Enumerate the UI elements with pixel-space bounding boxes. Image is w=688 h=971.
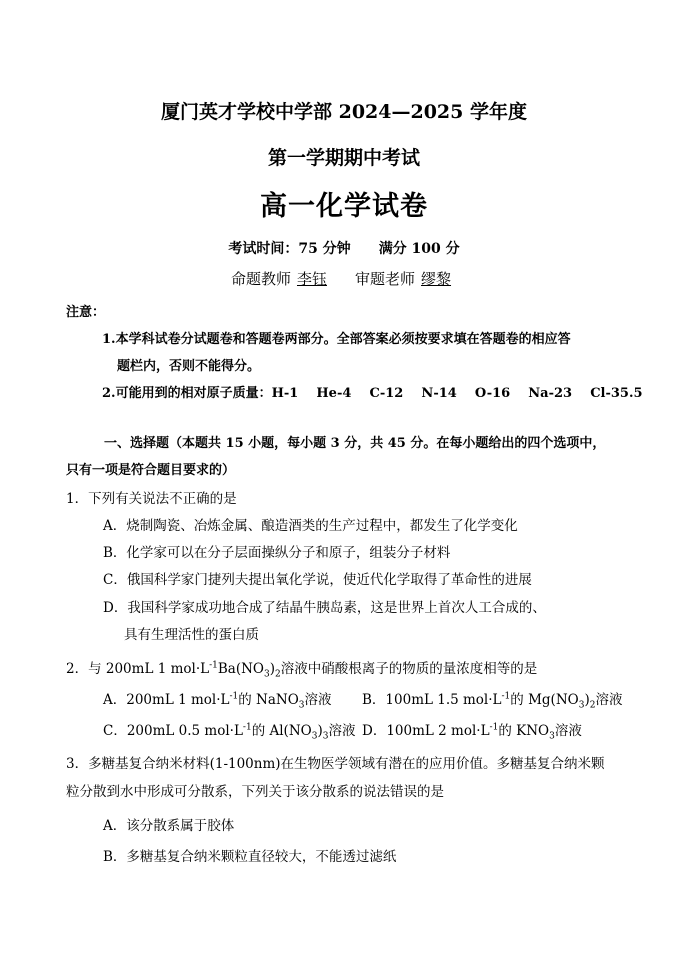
paper-title: 高一化学试卷	[260, 191, 428, 222]
exam-info	[0, 238, 688, 258]
notice-item-2: 2.可能用到的相对原子质量：H-1 He-4 C-12 N-14 O-16 Na-23 Cl-35.5	[102, 386, 643, 401]
option-text: 溶液	[595, 692, 623, 708]
reviewer-label: 审题老师	[355, 270, 416, 288]
notice-title: 注意：	[66, 305, 106, 320]
setter-name: 李钰	[296, 270, 327, 288]
section-heading-cont: 只有一项是符合题目要求的）	[66, 463, 236, 478]
superscript: -1	[209, 660, 218, 671]
option-text: 溶液	[554, 723, 582, 739]
option-text: 的 KNO	[498, 723, 550, 739]
full-score: 满分 100 分	[378, 241, 460, 257]
question-1-stem: 1．下列有关说法不正确的是	[66, 491, 237, 507]
option-text: 的 Al(NO	[251, 723, 312, 739]
question-3-stem-cont: 粒分散到水中形成可分散系，下列关于该分散系的说法错误的是	[66, 784, 444, 800]
notice-item-1-cont: 题栏内，否则不能得分。	[117, 359, 261, 374]
exam-term-title: 第一学期期中考试	[267, 147, 420, 169]
stem-text: 2．与 200mL 1 mol·L	[66, 661, 210, 677]
subscript: 3	[322, 731, 329, 742]
question-2-option-a	[103, 688, 332, 711]
option-text: 的 Mg(NO	[510, 692, 579, 708]
subscript: 3	[298, 700, 305, 711]
subscript: 3	[311, 731, 318, 742]
subscript: 3	[549, 731, 555, 742]
question-2-option-b	[362, 688, 623, 711]
superscript: -1	[229, 691, 239, 702]
option-text: D．100mL 2 mol·L	[362, 723, 490, 739]
option-text: 溶液	[328, 723, 356, 739]
option-text: )	[584, 692, 590, 708]
subscript: 3	[578, 700, 585, 711]
reviewer-name: 缪黎	[421, 270, 452, 288]
exam-time: 考试时间：75 分钟	[228, 241, 351, 257]
option-text: C．200mL 0.5 mol·L	[103, 723, 243, 739]
option-text: 溶液	[304, 692, 332, 708]
option-text: B．100mL 1.5 mol·L	[362, 692, 502, 708]
formula: Ba(NO	[217, 661, 264, 677]
question-1-option-d-cont: 具有生理活性的蛋白质	[124, 627, 259, 643]
question-2-option-c	[103, 719, 356, 742]
formula: )	[269, 661, 276, 677]
question-1-option-c: C．俄国科学家门捷列夫提出氧化学说，使近代化学取得了革命性的进展	[103, 572, 532, 588]
subscript: 2	[275, 669, 281, 680]
option-text: )	[317, 723, 323, 739]
question-3-option-a: A．该分散系属于胶体	[103, 818, 235, 834]
stem-text: 溶液中硝酸根离子的物质的量浓度相等的是	[280, 661, 538, 677]
teacher-info	[0, 268, 688, 289]
school-year-title: 厦门英才学校中学部 2024—2025 学年度	[161, 101, 527, 123]
question-3-option-b: B．多糖基复合纳米颗粒直径较大，不能透过滤纸	[103, 849, 397, 865]
subscript: 3	[264, 669, 270, 680]
superscript: -1	[242, 722, 252, 733]
question-1-option-b: B．化学家可以在分子层面操纵分子和原子，组装分子材料	[103, 545, 451, 561]
option-text: A．200mL 1 mol·L	[103, 692, 230, 708]
setter-label: 命题教师	[230, 270, 291, 288]
question-3-stem: 3．多糖基复合纳米材料(1-100nm)在生物医学领域有潜在的应用价值。多糖基复合纳米颗	[66, 756, 605, 772]
question-1-option-d: D．我国科学家成功地合成了结晶牛胰岛素，这是世界上首次人工合成的、	[103, 600, 546, 616]
superscript: -1	[501, 691, 511, 702]
question-2-option-d	[362, 719, 582, 742]
option-text: 的 NaNO	[238, 692, 299, 708]
question-2-stem	[66, 657, 538, 680]
subscript: 2	[589, 700, 596, 711]
superscript: -1	[489, 722, 499, 733]
section-heading: 一、选择题（本题共 15 小题，每小题 3 分，共 45 分。在每小题给出的四个选项中，	[104, 436, 606, 451]
notice-item-1: 1.本学科试卷分试题卷和答题卷两部分。全部答案必须按要求填在答题卷的相应答	[102, 332, 571, 347]
question-1-option-a: A．烧制陶瓷、冶炼金属、酿造酒类的生产过程中，都发生了化学变化	[103, 518, 518, 534]
